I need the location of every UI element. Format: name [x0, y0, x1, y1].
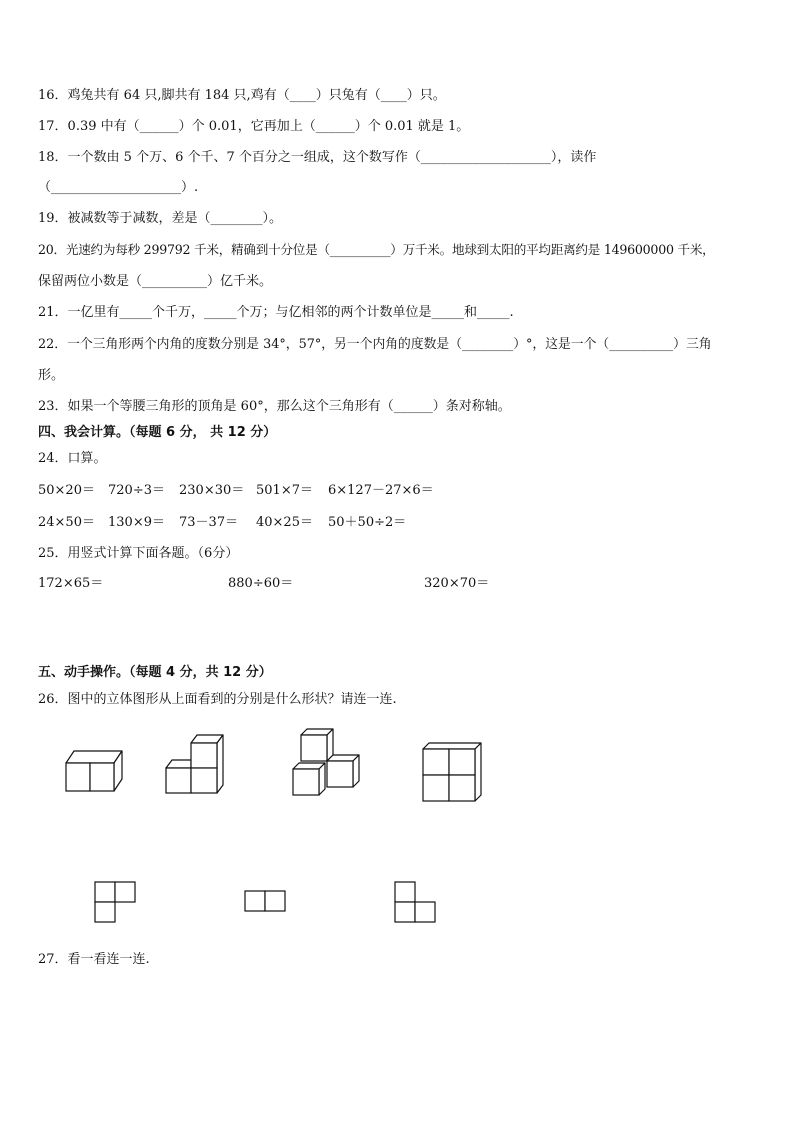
- top-view-shape-2: [244, 890, 288, 914]
- question-25: 25．用竖式计算下面各题。（6分）: [38, 546, 239, 561]
- question-23: 23．如果一个等腰三角形的顶角是 60°，那么这个三角形有（______）条对称轴。: [38, 399, 511, 414]
- top-view-shape-1: [94, 881, 138, 923]
- question-18-line2: （____________________）.: [38, 180, 199, 195]
- top-view-shape-3: [394, 881, 438, 923]
- calc-item: 230×30＝: [179, 483, 245, 498]
- question-20-line1: 20．光速约为每秒 299792 千米，精确到十分位是（__________）万千米。地球到太阳的平均距离约是 149600000 千米，: [38, 242, 715, 257]
- question-22-line1: 22．一个三角形两个内角的度数分别是 34°，57°，另一个内角的度数是（________）°，这是一个（__________）三角: [38, 337, 712, 352]
- calc-item: 50×20＝: [38, 483, 95, 498]
- calc-item: 40×25＝: [256, 515, 313, 530]
- calc-item: 50＋50÷2＝: [328, 515, 407, 530]
- question-19: 19．被减数等于减数，差是（________）。: [38, 211, 283, 226]
- question-27: 27．看一看连一连.: [38, 952, 150, 967]
- solid-figure-2: [164, 734, 228, 798]
- question-16: 16．鸡兔共有 64 只,脚共有 184 只,鸡有（____）只兔有（____）只。: [38, 88, 446, 103]
- vertical-calc-item: 320×70＝: [424, 576, 490, 591]
- calc-item: 720÷3＝: [108, 483, 165, 498]
- vertical-calc-item: 880÷60＝: [228, 576, 294, 591]
- section-5-title: 五、动手操作。（每题 4 分，共 12 分）: [38, 665, 272, 680]
- question-21: 21．一亿里有_____个千万，_____个万；与亿相邻的两个计数单位是_____和_____.: [38, 305, 514, 320]
- calc-item: 6×127－27×6＝: [328, 483, 434, 498]
- solid-figure-3: [291, 729, 363, 801]
- vertical-calc-item: 172×65＝: [38, 576, 104, 591]
- solid-figure-1: [62, 747, 128, 795]
- calc-item: 130×9＝: [108, 515, 165, 530]
- solid-figure-4: [420, 741, 484, 805]
- calc-item: 501×7＝: [256, 483, 313, 498]
- question-24: 24．口算。: [38, 451, 107, 466]
- question-17: 17．0.39 中有（______）个 0.01，它再加上（______）个 0.01 就是 1。: [38, 119, 470, 134]
- calc-item: 73－37＝: [179, 515, 239, 530]
- question-20-line2: 保留两位小数是（__________）亿千米。: [38, 274, 273, 289]
- question-22-line2: 形。: [38, 368, 65, 383]
- question-26: 26．图中的立体图形从上面看到的分别是什么形状？请连一连.: [38, 692, 397, 707]
- calc-item: 24×50＝: [38, 515, 95, 530]
- question-18-line1: 18．一个数由 5 个万、6 个千、7 个百分之一组成，这个数写作（____________________），读作: [38, 150, 597, 165]
- section-4-title: 四、我会计算。（每题 6 分， 共 12 分）: [38, 425, 277, 440]
